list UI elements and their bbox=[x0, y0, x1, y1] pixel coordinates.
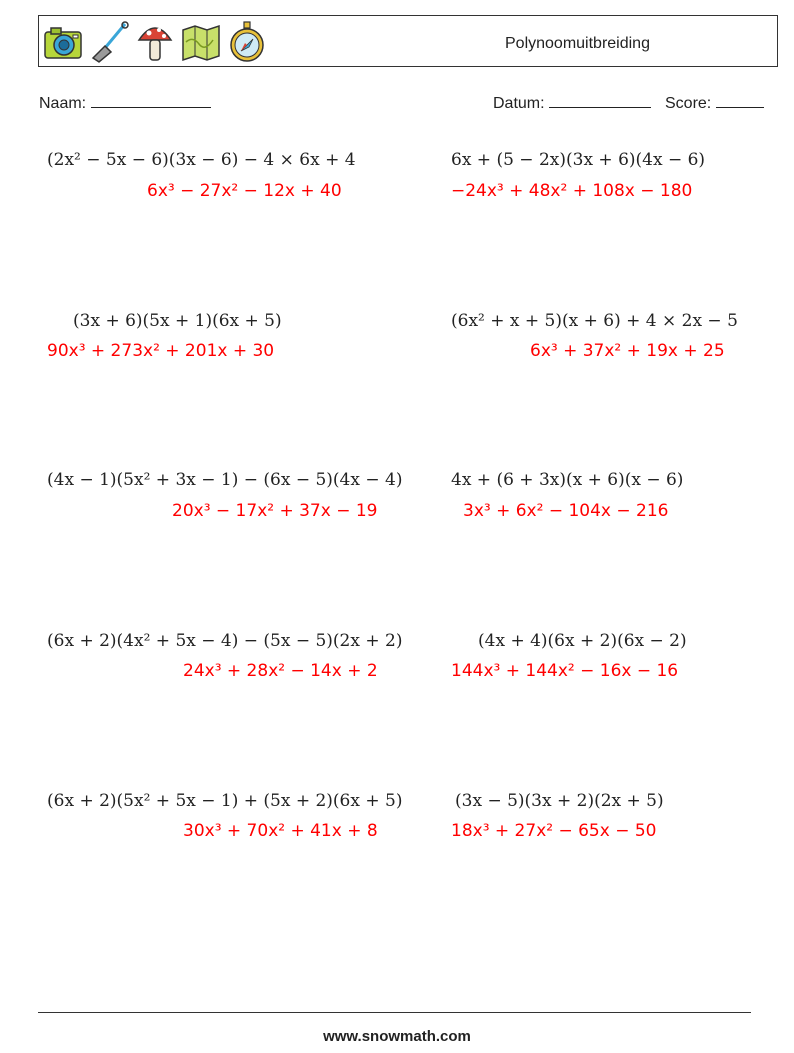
problem-answer: 24x³ + 28x² − 14x + 2 bbox=[183, 661, 378, 681]
name-label: Naam: bbox=[39, 95, 87, 112]
problem-expression: (3x − 5)(3x + 2)(2x + 5) bbox=[455, 791, 664, 811]
name-blank[interactable] bbox=[91, 93, 211, 108]
header-icons bbox=[43, 20, 267, 64]
problem-answer: 144x³ + 144x² − 16x − 16 bbox=[451, 661, 679, 681]
footer-url[interactable]: www.snowmath.com bbox=[323, 1028, 471, 1045]
problem-answer: 18x³ + 27x² − 65x − 50 bbox=[451, 821, 657, 841]
problem-expression: (2x² − 5x − 6)(3x − 6) − 4 × 6x + 4 bbox=[47, 150, 356, 170]
footer-divider bbox=[38, 1012, 751, 1013]
problem-expression: 4x + (6 + 3x)(x + 6)(x − 6) bbox=[451, 470, 684, 490]
compass-icon bbox=[227, 20, 267, 64]
name-field[interactable] bbox=[39, 93, 211, 113]
problem-expression: (4x + 4)(6x + 2)(6x − 2) bbox=[478, 631, 687, 651]
date-label: Datum: bbox=[493, 95, 545, 112]
problem-answer: 6x³ − 27x² − 12x + 40 bbox=[147, 181, 342, 201]
problem-expression: 6x + (5 − 2x)(3x + 6)(4x − 6) bbox=[451, 150, 706, 170]
problem-expression: (6x + 2)(4x² + 5x − 4) − (5x − 5)(2x + 2) bbox=[47, 631, 403, 651]
camera-icon bbox=[43, 20, 83, 64]
mushroom-icon bbox=[135, 20, 175, 64]
date-field[interactable] bbox=[493, 93, 651, 113]
worksheet-header bbox=[38, 15, 778, 67]
problem-answer: 90x³ + 273x² + 201x + 30 bbox=[47, 341, 275, 361]
score-label: Score: bbox=[665, 95, 712, 112]
worksheet-title: Polynoomuitbreiding bbox=[505, 35, 650, 52]
problem-expression: (4x − 1)(5x² + 3x − 1) − (6x − 5)(4x − 4) bbox=[47, 470, 403, 490]
problem-answer: 30x³ + 70x² + 41x + 8 bbox=[183, 821, 378, 841]
score-blank[interactable] bbox=[716, 93, 764, 108]
problem-expression: (6x + 2)(5x² + 5x − 1) + (5x + 2)(6x + 5) bbox=[47, 791, 403, 811]
score-field[interactable] bbox=[665, 93, 764, 113]
problem-answer: 3x³ + 6x² − 104x − 216 bbox=[463, 501, 669, 521]
problem-answer: 20x³ − 17x² + 37x − 19 bbox=[172, 501, 378, 521]
date-blank[interactable] bbox=[549, 93, 651, 108]
problem-answer: 6x³ + 37x² + 19x + 25 bbox=[530, 341, 725, 361]
map-icon bbox=[181, 20, 221, 64]
problem-expression: (6x² + x + 5)(x + 6) + 4 × 2x − 5 bbox=[451, 311, 738, 331]
problem-answer: −24x³ + 48x² + 108x − 180 bbox=[451, 181, 693, 201]
shovel-icon bbox=[89, 20, 129, 64]
problem-expression: (3x + 6)(5x + 1)(6x + 5) bbox=[73, 311, 282, 331]
